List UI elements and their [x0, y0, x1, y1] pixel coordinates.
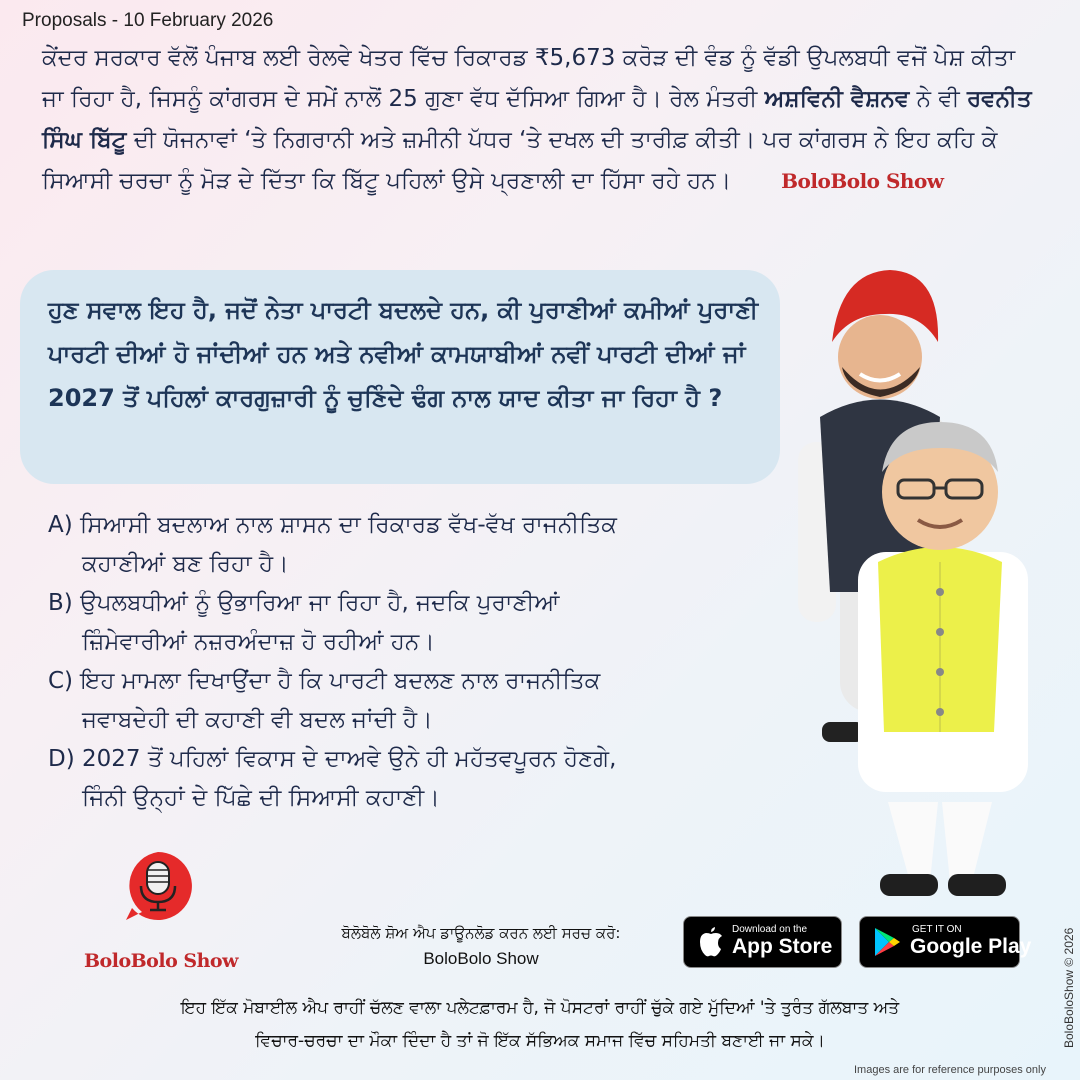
option-text: ਸਿਆਸੀ ਬਦਲਾਅ ਨਾਲ ਸ਼ਾਸਨ ਦਾ ਰਿਕਾਰਡ ਵੱਖ-ਵੱਖ ਰਾਜਨੀਤਿਕ	[80, 512, 617, 538]
app-search-prompt	[296, 920, 666, 972]
option-d[interactable]	[48, 740, 768, 818]
inline-brand-text: BoloBolo Show	[781, 169, 944, 193]
footer-description	[40, 992, 1040, 1058]
option-text: 2027 ਤੋਂ ਪਹਿਲਾਂ ਵਿਕਾਸ ਦੇ ਦਾਅਵੇ ਉਨੇ ਹੀ ਮਹੱਤਵਪੂਰਨ ਹੋਣਗੇ,	[82, 746, 617, 772]
footer-line-1: ਇਹ ਇੱਕ ਮੋਬਾਈਲ ਐਪ ਰਾਹੀਂ ਚੱਲਣ ਵਾਲਾ ਪਲੇਟਫ਼ਾਰਮ ਹੈ, ਜੋ ਪੋਸਟਰਾਂ ਰਾਹੀਂ ਚੁੱਕੇ ਗਏ ਮੁੱਦਿਆਂ 'ਤੇ ਤੁਰੰਤ ਗੱਲਬਾਤ ਅਤੇ	[180, 998, 900, 1018]
option-text-cont: ਜਵਾਬਦੇਹੀ ਦੀ ਕਹਾਣੀ ਵੀ ਬਦਲ ਜਾਂਦੀ ਹੈ।	[82, 707, 433, 733]
option-letter: C)	[48, 668, 74, 694]
minister-name: ਅਸ਼ਵਿਨੀ ਵੈਸ਼ਨਵ	[764, 86, 910, 112]
app-store-button[interactable]	[683, 916, 842, 968]
option-text: ਇਹ ਮਾਮਲਾ ਦਿਖਾਉਂਦਾ ਹੈ ਕਿ ਪਾਰਟੀ ਬਦਲਣ ਨਾਲ ਰਾਜਨੀਤਿਕ	[80, 668, 601, 694]
app-search-brand: BoloBolo Show	[423, 949, 539, 968]
option-a[interactable]	[48, 506, 768, 584]
leader-name: ਰਵਨੀਤ ਸਿੰਘ ਬਿੱਟੂ	[42, 86, 1032, 153]
microphone-icon	[122, 850, 194, 922]
option-letter: A)	[48, 512, 73, 538]
footer-line-2: ਵਿਚਾਰ-ਚਰਚਾ ਦਾ ਮੌਕਾ ਦਿੰਦਾ ਹੈ ਤਾਂ ਜੋ ਇੱਕ ਸੱਭਿਅਕ ਸਮਾਜ ਵਿੱਚ ਸਹਿਮਤੀ ਬਣਾਈ ਜਾ ਸਕੇ।	[255, 1031, 825, 1051]
logo-text: BoloBolo Show	[84, 950, 238, 972]
side-copyright: BoloBoloShow © 2026	[1062, 927, 1076, 1048]
leaders-illustration	[780, 262, 1040, 912]
option-b[interactable]	[48, 584, 768, 662]
question-text: ਹੁਣ ਸਵਾਲ ਇਹ ਹੈ, ਜਦੋਂ ਨੇਤਾ ਪਾਰਟੀ ਬਦਲਦੇ ਹਨ, ਕੀ ਪੁਰਾਣੀਆਂ ਕਮੀਆਂ ਪੁਰਾਣੀ ਪਾਰਟੀ ਦੀਆਂ ਹੋ ਜਾਂਦੀਆਂ ਹਨ ਅਤੇ ਨਵੀਆਂ ਕਾਮਯਾਬੀਆਂ ਨਵੀਂ ਪਾਰਟੀ ਦੀਆਂ ਜਾਂ 2027 ਤੋਂ ਪਹਿਲਾਂ ਕਾਰਗੁਜ਼ਾਰੀ ਨੂੰ ਚੁਣਿੰਦੇ ਢੰਗ ਨਾਲ ਯਾਦ ਕੀਤਾ ਜਾ ਰਿਹਾ ਹੈ ?	[48, 296, 759, 412]
app-search-instruction: ਬੋਲੋਬੋਲੋ ਸ਼ੋਅ ਐਪ ਡਾਊਨਲੋਡ ਕਰਨ ਲਈ ਸਰਚ ਕਰੋ:	[341, 924, 621, 942]
apple-icon	[696, 926, 726, 958]
option-letter: D)	[48, 746, 75, 772]
intro-text-2: ਨੇ ਵੀ	[909, 86, 967, 112]
google-play-button[interactable]	[859, 916, 1032, 968]
option-text-cont: ਜ਼ਿੰਮੇਵਾਰੀਆਂ ਨਜ਼ਰਅੰਦਾਜ਼ ਹੋ ਰਹੀਆਂ ਹਨ।	[82, 629, 435, 655]
image-disclaimer: Images are for reference purposes only	[854, 1064, 1046, 1076]
option-text-cont: ਜਿੰਨੀ ਉਨ੍ਹਾਂ ਦੇ ਪਿੱਛੇ ਦੀ ਸਿਆਸੀ ਕਹਾਣੀ।	[82, 785, 440, 811]
option-text-cont: ਕਹਾਣੀਆਂ ਬਣ ਰਿਹਾ ਹੈ।	[82, 551, 289, 577]
brand-logo	[84, 850, 254, 980]
intro-text-1: ਕੇਂਦਰ ਸਰਕਾਰ ਵੱਲੋਂ ਪੰਜਾਬ ਲਈ ਰੇਲਵੇ ਖੇਤਰ ਵਿੱਚ ਰਿਕਾਰਡ ₹5,673 ਕਰੋੜ ਦੀ ਵੰਡ ਨੂੰ ਵੱਡੀ ਉਪਲਬਧੀ ਵਜੋਂ ਪੇਸ਼ ਕੀਤਾ ਜਾ ਰਿਹਾ ਹੈ, ਜਿਸਨੂੰ ਕਾਂਗਰਸ ਦੇ ਸਮੇਂ ਨਾਲੋਂ 25 ਗੁਣਾ ਵੱਧ ਦੱਸਿਆ ਗਿਆ ਹੈ। ਰੇਲ ਮੰਤਰੀ	[42, 45, 1016, 112]
google-play-label: Google Play	[910, 935, 1032, 958]
google-play-small-text: GET IT ON	[912, 924, 962, 935]
app-store-small-text: Download on the	[732, 924, 808, 935]
option-c[interactable]	[48, 662, 768, 740]
option-text: ਉਪਲਬਧੀਆਂ ਨੂੰ ਉਭਾਰਿਆ ਜਾ ਰਿਹਾ ਹੈ, ਜਦਕਿ ਪੁਰਾਣੀਆਂ	[80, 590, 560, 616]
leader-front-figure	[858, 422, 1028, 896]
app-store-label: App Store	[732, 935, 833, 958]
date-line: Proposals - 10 February 2026	[22, 10, 274, 31]
intro-text-3: ਦੀ ਯੋਜਨਾਵਾਂ ‘ਤੇ ਨਿਗਰਾਨੀ ਅਤੇ ਜ਼ਮੀਨੀ ਪੱਧਰ ‘ਤੇ ਦਖਲ ਦੀ ਤਾਰੀਫ਼ ਕੀਤੀ। ਪਰ ਕਾਂਗਰਸ ਨੇ ਇਹ ਕਹਿ ਕੇ ਸਿਆਸੀ ਚਰਚਾ ਨੂੰ ਮੋੜ ਦੇ ਦਿੱਤਾ ਕਿ ਬਿੱਟੂ ਪਹਿਲਾਂ ਉਸੇ ਪ੍ਰਣਾਲੀ ਦਾ ਹਿੱਸਾ ਰਹੇ ਹਨ।	[42, 127, 998, 194]
intro-paragraph	[42, 38, 1042, 202]
google-play-icon	[872, 926, 902, 958]
option-letter: B)	[48, 590, 73, 616]
options-list	[48, 506, 768, 818]
